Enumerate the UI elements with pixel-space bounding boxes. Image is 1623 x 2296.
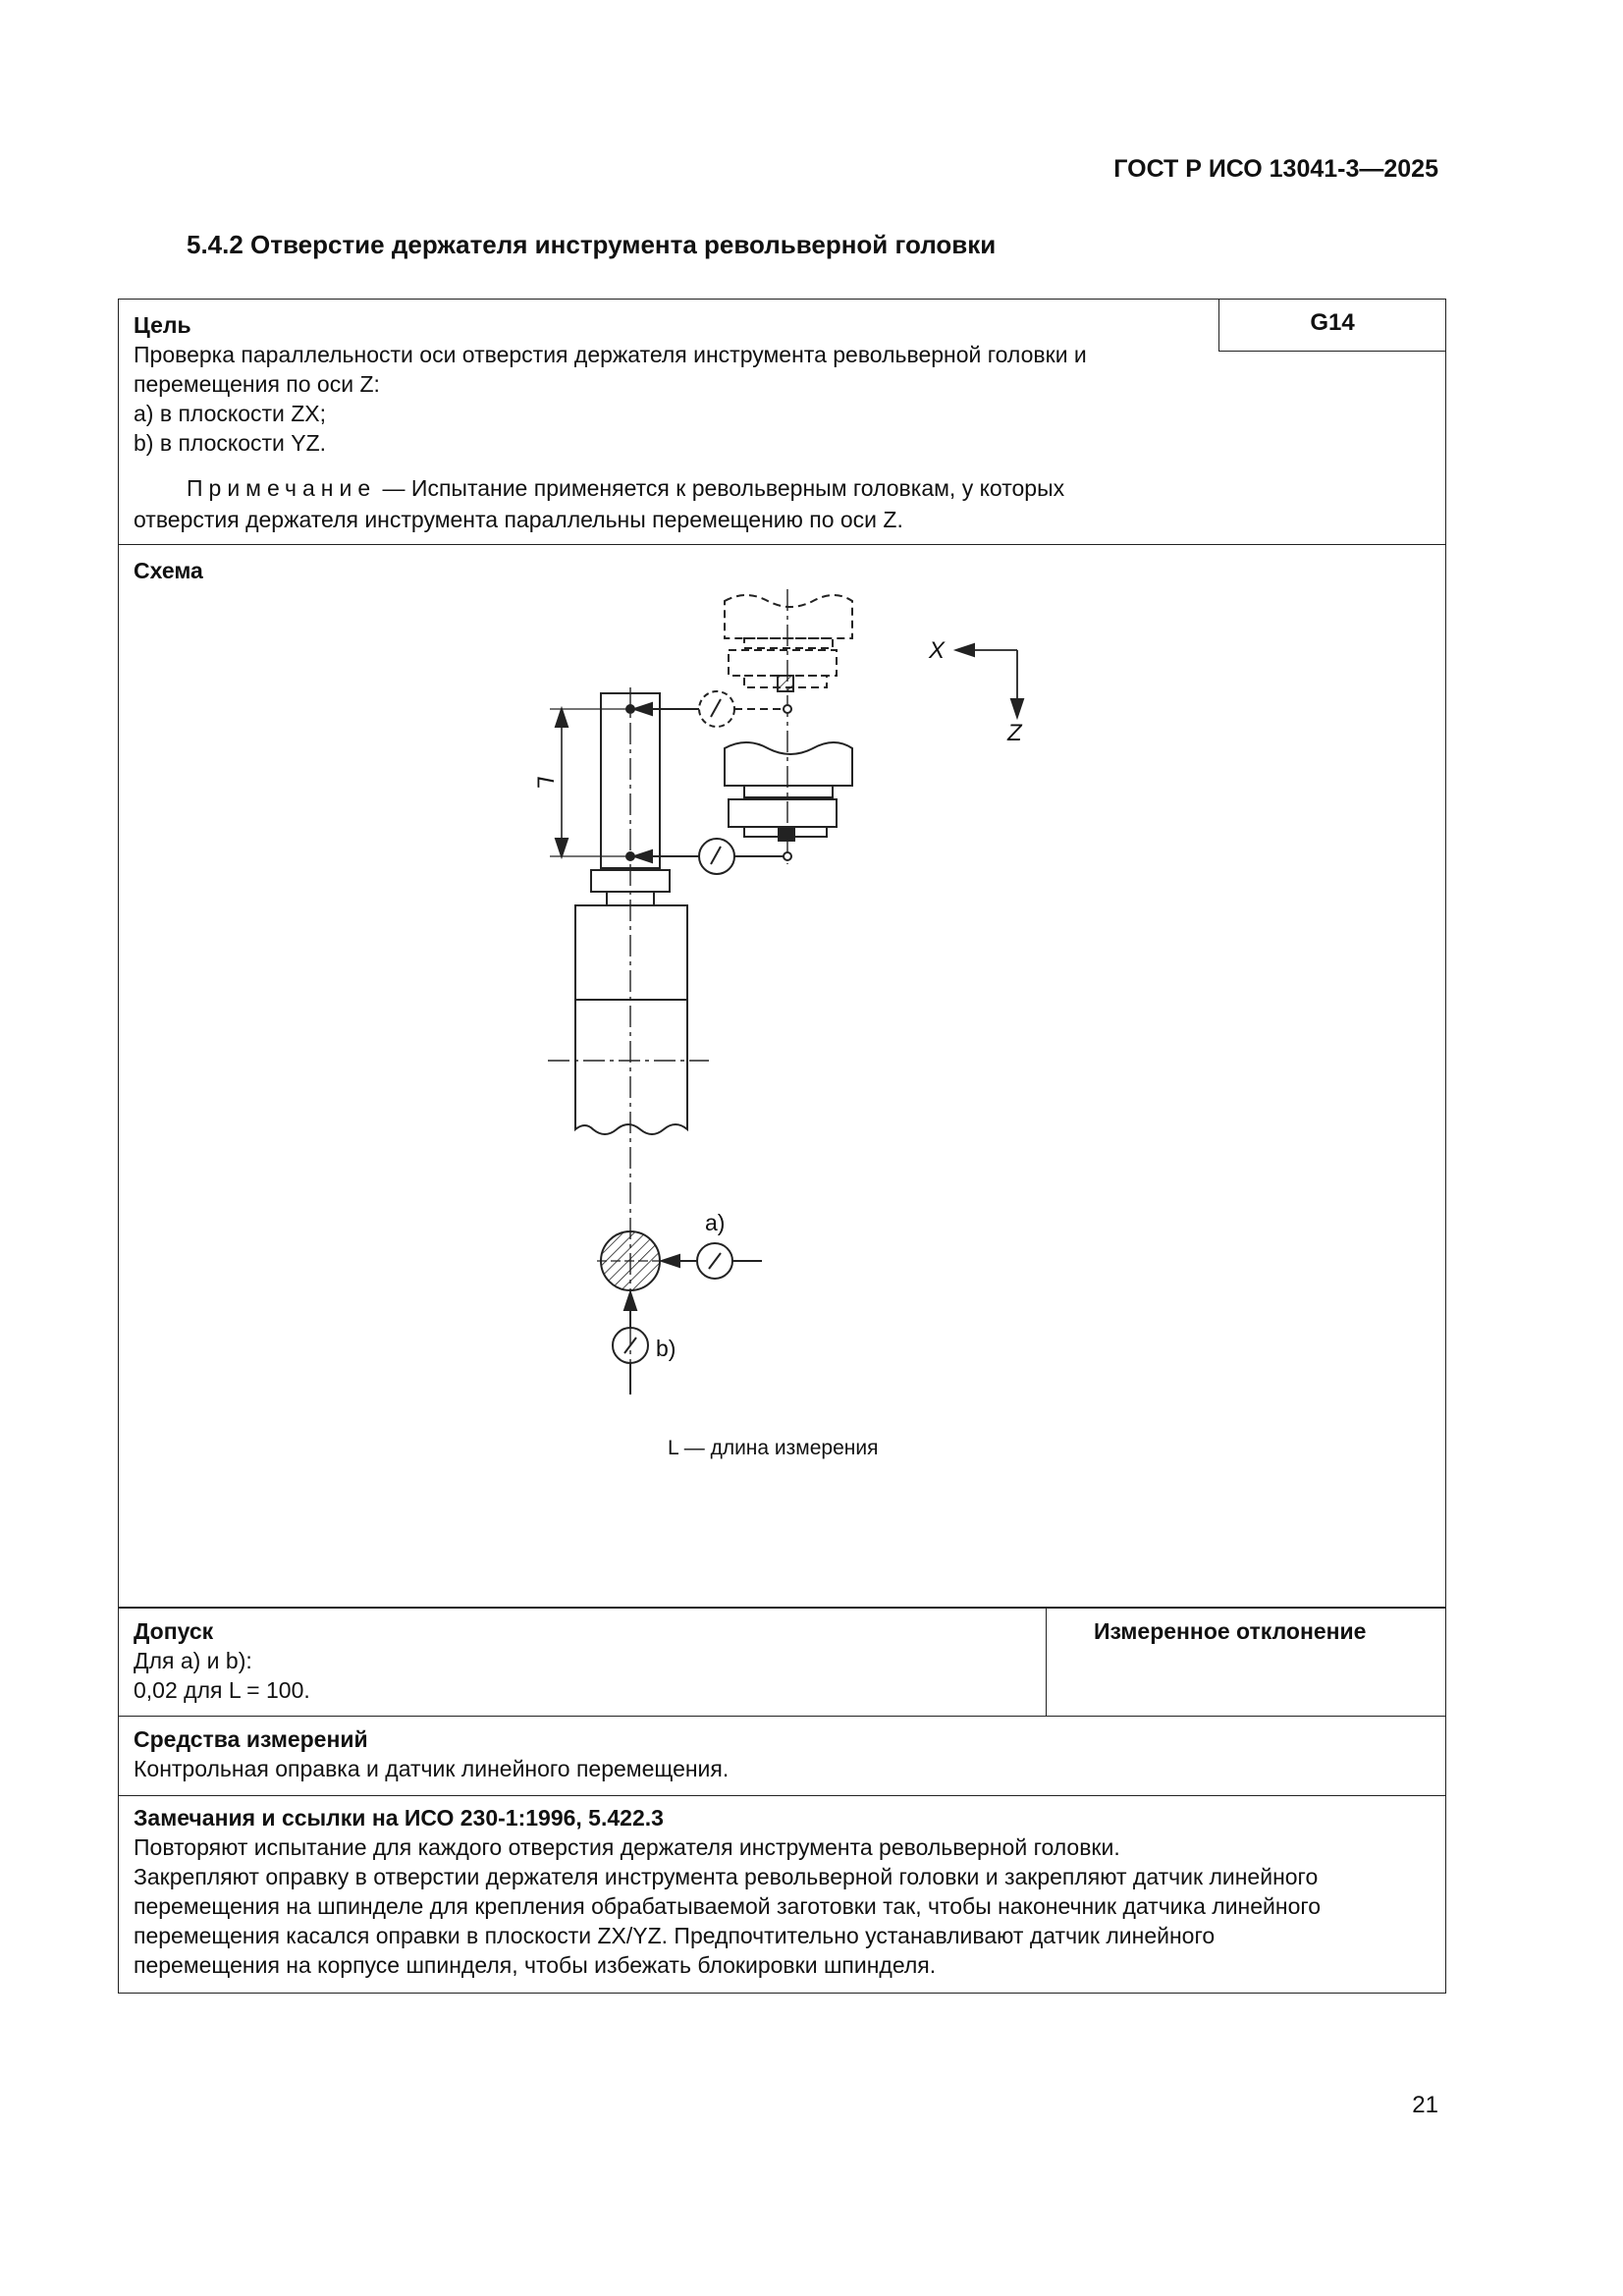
instruments-heading: Средства измерений bbox=[134, 1726, 368, 1752]
objective-item-b: b) в плоскости YZ. bbox=[134, 430, 327, 456]
dimension-l-label: L bbox=[531, 776, 559, 790]
tolerance-line-2: 0,02 для L = 100. bbox=[134, 1677, 310, 1703]
diagram-caption: L — длина измерения bbox=[668, 1437, 879, 1459]
spindle-housing-upper-dashed bbox=[725, 595, 852, 638]
sensor-mount-lower bbox=[779, 827, 794, 841]
objective-line-2: перемещения по оси Z: bbox=[134, 371, 380, 397]
remarks-line-1: Повторяют испытание для каждого отверстия держателя инструмента револьверной головки. bbox=[134, 1834, 1120, 1860]
axis-z-label: Z bbox=[1007, 720, 1022, 746]
sensor-mount-upper bbox=[778, 676, 793, 691]
remarks-heading: Замечания и ссылки на ИСО 230-1:1996, 5.422.3 bbox=[134, 1805, 664, 1831]
section-title: 5.4.2 Отверстие держателя инструмента револьверной головки bbox=[187, 230, 997, 259]
remarks-line-4: перемещения касался оправки в плоскости ZX/YZ. Предпочтительно устанавливают датчик линейного bbox=[134, 1923, 1216, 1948]
label-a: a) bbox=[705, 1210, 726, 1235]
measured-deviation-heading: Измеренное отклонение bbox=[1094, 1618, 1367, 1644]
objective-item-a: a) в плоскости ZX; bbox=[134, 401, 327, 426]
axis-x-label: X bbox=[929, 637, 946, 664]
remarks-line-3: перемещения на шпинделе для крепления обрабатываемой заготовки так, чтобы наконечник датчика линейного bbox=[134, 1893, 1322, 1919]
instruments-text: Контрольная оправка и датчик линейного перемещения. bbox=[134, 1756, 730, 1781]
dial-indicator-upper-dashed bbox=[699, 691, 734, 727]
label-b: b) bbox=[656, 1336, 676, 1361]
tolerance-heading: Допуск bbox=[134, 1618, 214, 1644]
objective-line-1: Проверка параллельности оси отверстия держателя инструмента револьверной головки и bbox=[134, 342, 1087, 367]
test-code: G14 bbox=[1310, 309, 1355, 336]
page-number: 21 bbox=[1412, 2092, 1438, 2118]
remarks-line-5: перемещения на корпусе шпинделя, чтобы избежать блокировки шпинделя. bbox=[134, 1952, 937, 1978]
tolerance-line-1: Для a) и b): bbox=[134, 1648, 252, 1673]
turret-body bbox=[575, 905, 687, 1134]
spindle-housing-lower bbox=[725, 742, 852, 786]
note-label: Примечание bbox=[187, 475, 377, 501]
remarks-line-2: Закрепляют оправку в отверстии держателя инструмента револьверной головки и закрепляют датчик линейного bbox=[134, 1864, 1319, 1889]
note-text: — Испытание применяется к револьверным головкам, у которых bbox=[376, 475, 1065, 501]
diagram-heading: Схема bbox=[134, 558, 203, 583]
objective-heading: Цель bbox=[134, 312, 191, 338]
note-line-2: отверстия держателя инструмента параллельны перемещению по оси Z. bbox=[134, 507, 903, 532]
document-id: ГОСТ Р ИСО 13041-3—2025 bbox=[1113, 155, 1438, 183]
dial-indicator-lower bbox=[699, 839, 734, 874]
